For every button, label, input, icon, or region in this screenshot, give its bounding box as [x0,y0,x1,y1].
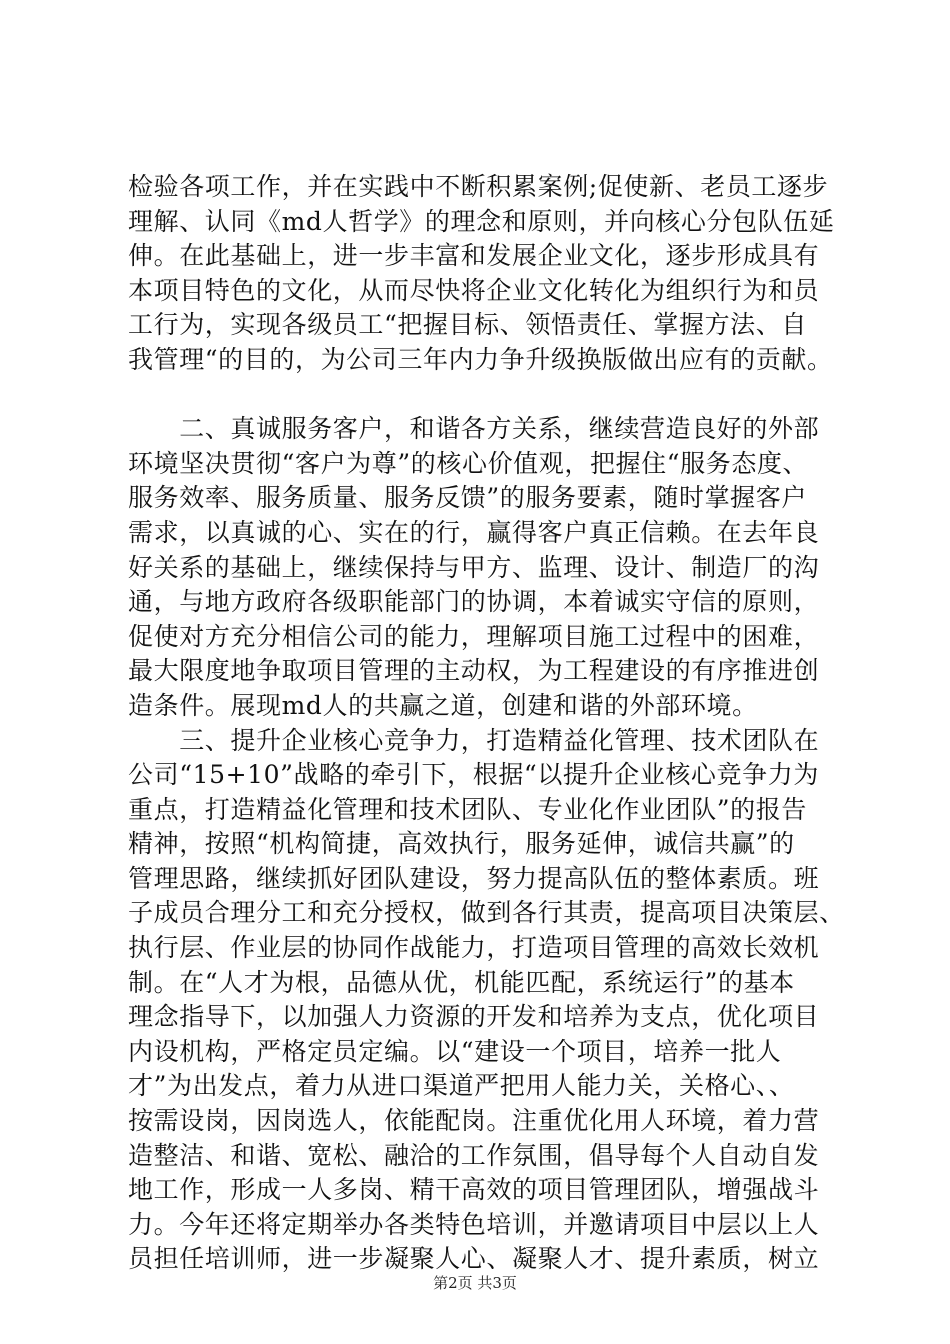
text-line: 本项目特色的文化，从而尽快将企业文化转化为组织行为和员 [128,275,820,305]
text-line: 工行为，实现各级员工“把握目标、领悟责任、掌握方法、自 [128,310,807,340]
page-footer: 第2页 共3页 [433,1274,517,1292]
text-line: 公司“15+10”战略的牵引下，根据“以提升企业核心竞争力为 [128,760,819,790]
text-line: 理念指导下，以加强人力资源的开发和培养为支点，优化项目 [128,1002,820,1032]
text-line: 二、真诚服务客户，和谐各方关系，继续营造良好的外部 [128,414,820,444]
text-line: 最大限度地争取项目管理的主动权，为工程建设的有序推进创 [128,656,820,686]
text-line: 才”为出发点，着力从进口渠道严把用人能力关，关格心、、 [128,1071,795,1101]
text-line: 伸。在此基础上，进一步丰富和发展企业文化，逐步形成具有 [128,241,820,271]
text-line: 员担任培训师，进一步凝聚人心、凝聚人才、提升素质，树立 [128,1244,820,1274]
text-line: 精神，按照“机构简捷，高效执行，服务延伸，诚信共赢”的 [128,829,795,859]
text-line: 三、提升企业核心竞争力，打造精益化管理、技术团队在 [128,725,820,755]
text-line: 造整洁、和谐、宽松、融洽的工作氛围，倡导每个人自动自发 [128,1140,820,1170]
paragraph-gap [128,378,828,413]
text-line: 执行层、作业层的协同作战能力，打造项目管理的高效长效机 [128,933,820,963]
text-line: 造条件。展现md人的共赢之道，创建和谐的外部环境。 [128,690,758,720]
text-line: 管理思路，继续抓好团队建设，努力提高队伍的整体素质。班 [128,863,820,893]
text-line: 力。今年还将定期举办各类特色培训，并邀请项目中层以上人 [128,1209,820,1239]
text-line: 促使对方充分相信公司的能力，理解项目施工过程中的困难， [128,621,820,651]
text-line: 我管理“的目的，为公司三年内力争升级换版做出应有的贡献。 [128,344,833,374]
text-line: 好关系的基础上，继续保持与甲方、监理、设计、制造厂的沟 [128,552,820,582]
text-line: 重点，打造精益化管理和技术团队、专业化作业团队”的报告 [128,794,807,824]
text-line: 子成员合理分工和充分授权，做到各行其责，提高项目决策层、 [128,898,845,928]
text-line: 需求，以真诚的心、实在的行，赢得客户真正信赖。在去年良 [128,517,820,547]
text-line: 环境坚决贯彻“客户为尊”的核心价值观，把握住“服务态度、 [128,448,809,478]
text-line: 服务效率、服务质量、服务反馈”的服务要素，随时掌握客户 [128,483,807,513]
text-line: 通，与地方政府各级职能部门的协调，本着诚实守信的原则， [128,587,820,617]
text-line: 地工作，形成一人多岗、精干高效的项目管理团队，增强战斗 [128,1175,820,1205]
text-line: 内设机构，严格定员定编。以“建设一个项目，培养一批人 [128,1036,782,1066]
text-line: 检验各项工作，并在实践中不断积累案例;促使新、老员工逐步 [128,172,829,201]
text-line: 理解、认同《md人哲学》的理念和原则，并向核心分包队伍延 [128,206,835,236]
text-line: 制。在“人才为根，品德从优，机能匹配，系统运行”的基本 [128,967,795,997]
document-body [128,170,845,1277]
text-line: 按需设岗，因岗选人，依能配岗。注重优化用人环境，着力营 [128,1106,820,1136]
